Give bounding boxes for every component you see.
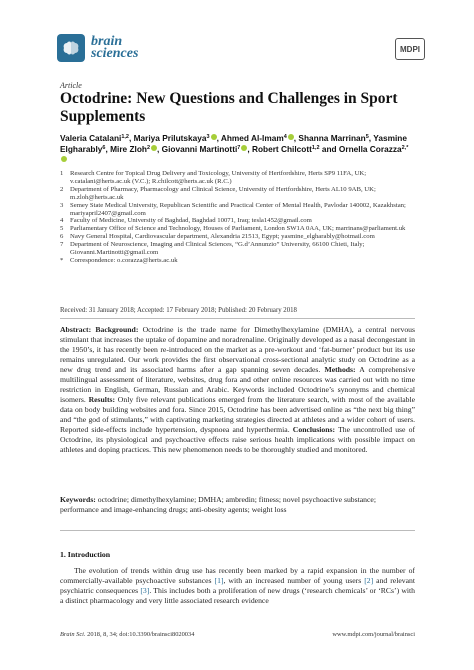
author — [252, 144, 322, 154]
author-name: Mariya Prilutskaya — [133, 133, 207, 143]
affiliation-item — [60, 170, 415, 186]
keywords — [60, 495, 415, 515]
author — [110, 144, 162, 154]
divider — [60, 530, 415, 531]
author — [60, 133, 134, 143]
affiliation-item — [60, 233, 415, 241]
publication-dates: Received: 31 January 2018; Accepted: 17 February 2018; Published: 20 February 2018 — [60, 307, 297, 314]
conclusions-text: The uncontrolled use of Octodrine, its physiological and psychoactive effects raise serious health implications with possible impact on athletes and doping practices. This new phenomenon needs to be thoroughly studied and monitored. — [60, 425, 416, 454]
orcid-icon[interactable] — [61, 156, 67, 162]
affiliation-text: Research Centre for Topical Drug Delivery and Toxicology, University of Hertfordshire, Herts SP9 11FA, UK; v.catalani@herts.ac.uk (V.C.); R.chilcott@herts.ac.uk (R.C.) — [70, 170, 367, 185]
author-affiliation-marker: 5 — [365, 134, 369, 140]
background-label: Background: — [95, 325, 139, 334]
results-label: Results: — [88, 395, 116, 404]
affiliation-number: 7 — [60, 241, 64, 249]
author — [162, 144, 252, 154]
affiliation-text: Faculty of Medicine, University of Baghdad, Baghdad 10071, Iraq; tesla1452@gmail.com — [70, 217, 312, 225]
affiliation-list — [60, 170, 415, 265]
affiliation-text: Parliamentary Office of Science and Technology, Houses of Parliament, London SW1A 0AA, UK; marrinans@parliament.uk — [70, 225, 406, 233]
affiliation-item — [60, 241, 415, 257]
author-affiliation-marker: 1,2 — [311, 145, 320, 152]
author-affiliation-marker: 4 — [283, 134, 287, 140]
footer-journal-url[interactable]: www.mdpi.com/journal/brainsci — [332, 631, 415, 638]
affiliation-text: Department of Pharmacy, Pharmacology and Clinical Science, University of Hertfordshire, Herts AL10 9AB, UK; m.zloh@herts.ac.uk — [70, 185, 376, 201]
intro-text: . This includes both a proliferation of new drugs (‘research chemicals’ or ‘RCs’) with a distinct pharmacology and very little associated research evidence — [60, 586, 415, 606]
conclusions-label: Conclusions: — [292, 425, 336, 434]
journal-name-line2: sciences — [91, 46, 139, 61]
section-heading-introduction: 1. Introduction — [60, 550, 111, 559]
citation-link[interactable]: [3] — [140, 586, 150, 596]
introduction-paragraph — [60, 566, 415, 606]
publisher-name: MDPI — [400, 44, 420, 54]
abstract-label: Abstract: — [60, 325, 92, 334]
footer-journal: Brain Sci. — [60, 631, 86, 638]
mdpi-logo-icon — [395, 38, 425, 60]
affiliation-number: * — [60, 256, 64, 264]
journal-logo[interactable] — [57, 34, 138, 62]
affiliation-number: 4 — [60, 217, 64, 225]
author-affiliation-marker: 2 — [146, 145, 151, 152]
author-list — [60, 133, 410, 167]
page-footer — [60, 631, 415, 638]
affiliation-item — [60, 202, 415, 218]
results-text: Only five relevant publications emerged from the literature search, with most of the available data on body building websites and fora. Since 2015, Octodrine has been advertised online as “the next big thing” and “the god of stimulants,” with captivating marketing strategies directed at athletes and a wider cohort of users. Reported side-effects include hypertension, dyspnoea and hyperthermia. — [60, 395, 416, 434]
author-name: Valeria Catalani — [60, 133, 122, 143]
brain-sciences-logo-icon — [57, 34, 85, 62]
affiliation-item — [60, 257, 415, 265]
affiliation-item — [60, 186, 415, 202]
footer-citation-details: 2018, 8, 34; doi:10.3390/brainsci8020034 — [87, 631, 195, 638]
author-affiliation-marker: 6 — [102, 145, 106, 152]
affiliation-text: Department of Neuroscience, Imaging and Clinical Sciences, “G.d’Annunzio” University, 66100 Chieti, Italy; Giovanni.Martinotti@gmail.com — [70, 241, 365, 257]
divider — [60, 318, 415, 319]
journal-name — [91, 36, 138, 60]
affiliation-number: 2 — [60, 185, 64, 193]
affiliation-text: Navy General Hospital, Cardiovascular department, Alexandria 21513, Egypt; yasmine_elgharably@hotmail.com — [70, 233, 375, 241]
author-name: Yasmine Elgharably — [60, 133, 407, 155]
author — [221, 133, 299, 143]
affiliation-number: 6 — [60, 233, 64, 241]
author-separator: , — [368, 133, 374, 143]
publisher-logo[interactable] — [395, 38, 425, 60]
article-type: Article — [60, 81, 82, 90]
affiliation-item — [60, 225, 415, 233]
author-name: Mire Zloh — [110, 144, 147, 155]
author-affiliation-marker: 1,2 — [121, 134, 129, 140]
author-name: Shanna Marrinan — [298, 133, 366, 143]
intro-text: , with an increased number of young users — [223, 576, 365, 586]
author-separator: , — [157, 144, 162, 155]
author-affiliation-marker: 7 — [237, 145, 241, 152]
affiliation-text: Correspondence: o.corazza@herts.ac.uk — [70, 256, 178, 264]
citation-link[interactable]: [1] — [214, 576, 224, 586]
abstract — [60, 325, 415, 455]
author-name: Giovanni Martinotti — [161, 144, 238, 155]
keywords-label: Keywords: — [60, 495, 96, 504]
author-name: and Ornella Corazza — [321, 144, 402, 155]
citation-link[interactable]: [2] — [364, 576, 374, 586]
methods-text: A comprehensive multilingual assessment of literature, websites, drug fora and other online resources was carried out with no time restriction in English, German, Russian and Arabic. Keywords included Octodrine’s synonyms and chemical isomers. — [60, 365, 416, 404]
author-separator: , — [247, 144, 252, 155]
author-name: Robert Chilcott — [251, 144, 312, 155]
author-separator: , — [293, 133, 299, 143]
affiliation-number: 1 — [60, 170, 64, 177]
affiliation-text: Semey State Medical University, Republican Scientific and Practical Center of Mental Health, Pavlodar 140002, Kazakhstan; mariyapril2407@gmail.com — [70, 201, 406, 217]
journal-name-line1: brain — [91, 34, 123, 49]
footer-citation — [60, 631, 194, 638]
author-affiliation-marker: 3 — [206, 134, 210, 140]
affiliation-number: 3 — [60, 201, 64, 209]
intro-text: and relevant psychiatric consequences — [60, 576, 416, 596]
intro-text: The evolution of trends within drug use has recently been marked by a rapid expansion in the number of commercially-available psychoactive substances — [60, 566, 415, 586]
author-separator: , — [105, 144, 111, 155]
article-title: Octodrine: New Questions and Challenges in Sport Supplements — [60, 90, 398, 125]
author — [134, 133, 221, 143]
author-separator: , — [129, 133, 134, 143]
background-text: Octodrine is the trade name for Dimethylhexylamine (DMHA), a central nervous stimulant that increases the uptake of dopamine and noradrenaline. Originally developed as a nasal decongestant in the 1950’s, it has recently been re-introduced on the market as a pre-workout and ‘fat-burner’ product but its use remains unregulated. Our work provides the first observational cross-sectional analytic study on Octodrine as a new drug trend and its associated harms after a gap spanning seven decades. — [60, 325, 416, 374]
author-name: Ahmed Al-Imam — [220, 133, 284, 143]
author — [298, 133, 373, 143]
affiliation-number: 5 — [60, 225, 64, 233]
methods-label: Methods: — [324, 365, 356, 374]
affiliation-item — [60, 217, 415, 225]
author-affiliation-marker: 2,* — [401, 145, 409, 152]
journal-header — [57, 34, 425, 76]
author-separator: , — [216, 133, 221, 143]
keywords-text: octodrine; dimethylhexylamine; DMHA; ambredin; fitness; novel psychoactive substance; performance and image-enhancing drugs; anti-obesity agents; weight loss — [60, 495, 376, 514]
